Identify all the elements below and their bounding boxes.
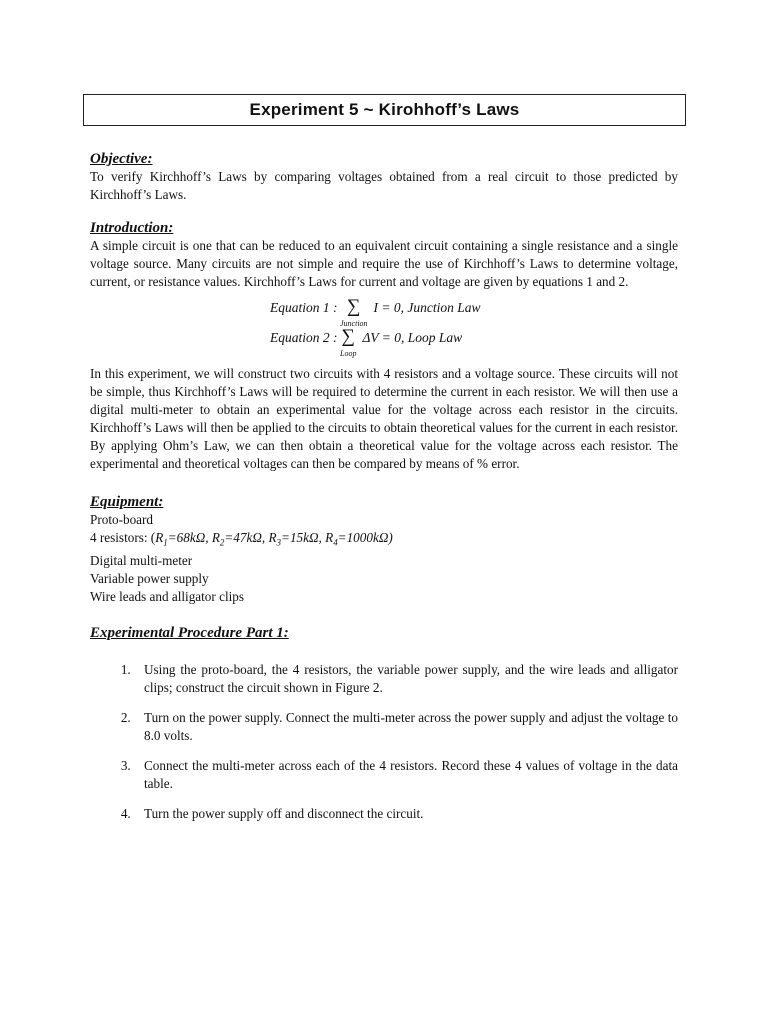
introduction-section	[90, 219, 678, 473]
summation-icon: ∑ Junction	[340, 296, 368, 328]
r4-symbol: R	[325, 530, 334, 545]
r4-value: =1000kΩ)	[337, 530, 393, 545]
introduction-paragraph-2: In this experiment, we will construct two circuits with 4 resistors and a voltage source. These circuits will not be simple, thus Kirchhoff’s Laws will be required to determine the current in each resistor. We will then use a digital multi-meter to obtain an experimental value for the voltage across each resistor in the circuits. Kirchhoff’s Laws will then be applied to the circuits to obtain theoretical values for the current in each resistor. By applying Ohm’s Law, we can then obtain a theoretical value for the voltage across each resistor. The experimental and theoretical voltages can then be compared by means of % error.	[90, 366, 678, 471]
equation-1	[270, 296, 678, 329]
document-title: Experiment 5 ~ Kirohhoff’s Laws	[83, 94, 686, 126]
procedure-step-4: 4. Turn the power supply off and disconnect the circuit.	[134, 805, 678, 823]
equipment-item-multimeter: Digital multi-meter	[90, 552, 193, 568]
equipment-item-resistors	[90, 529, 678, 552]
r2-subscript: 2	[219, 537, 225, 548]
procedure-heading: Experimental Procedure Part 1:	[90, 624, 289, 641]
equipment-item-power-supply: Variable power supply	[90, 570, 209, 586]
r1-value: =68kΩ,	[167, 530, 212, 545]
equation-2-body: ΔV = 0, Loop Law	[362, 330, 463, 345]
procedure-step-1: 1. Using the proto-board, the 4 resistors, the variable power supply, and the wire leads and alligator clips; construct the circuit shown in Figure 2.	[134, 661, 678, 697]
equation-1-body: I = 0, Junction Law	[373, 300, 481, 315]
equation-1-label: Equation 1 :	[270, 300, 338, 315]
equation-1-subscript: Junction	[340, 319, 368, 328]
r1-symbol: R	[155, 530, 164, 545]
objective-section	[90, 150, 678, 204]
r3-value: =15kΩ,	[281, 530, 326, 545]
introduction-heading: Introduction:	[90, 220, 174, 236]
r1-subscript: 1	[163, 537, 168, 548]
procedure-step-2: 2. Turn on the power supply. Connect the multi-meter across the power supply and adjust the voltage to 8.0 volts.	[134, 709, 678, 745]
equipment-heading: Equipment:	[90, 494, 164, 510]
objective-text: To verify Kirchhoff’s Laws by comparing voltages obtained from a real circuit to those predicted by Kirchhoff’s Laws.	[90, 169, 678, 202]
procedure-steps	[90, 661, 678, 823]
summation-icon: ∑ Loop	[340, 326, 357, 358]
objective-heading: Objective:	[90, 151, 153, 167]
equipment-item-protoboard: Proto-board	[90, 512, 153, 527]
r3-symbol: R	[268, 530, 277, 545]
document-page	[90, 94, 678, 835]
introduction-paragraph-1: A simple circuit is one that can be reduced to an equivalent circuit containing a single resistance and a single voltage source. Many circuits are not simple and require the use of Kirchhoff’s Laws to determine voltage, current, or resistance values. Kirchhoff’s Laws for current and voltage are given by equations 1 and 2.	[90, 238, 678, 289]
equation-2-label: Equation 2 :	[270, 330, 338, 345]
equations-block	[90, 296, 678, 359]
r3-subscript: 3	[276, 537, 282, 548]
resistors-prefix: 4 resistors: (	[90, 530, 156, 545]
r4-subscript: 4	[333, 537, 338, 548]
equipment-item-leads: Wire leads and alligator clips	[90, 588, 244, 604]
equation-2	[270, 326, 678, 359]
r2-symbol: R	[211, 530, 220, 545]
equipment-section	[90, 493, 678, 606]
equation-2-subscript: Loop	[340, 349, 357, 358]
r2-value: =47kΩ,	[224, 530, 269, 545]
procedure-step-3: 3. Connect the multi-meter across each of the 4 resistors. Record these 4 values of voltage in the data table.	[134, 757, 678, 793]
procedure-section	[90, 624, 678, 823]
equipment-list	[90, 511, 678, 606]
